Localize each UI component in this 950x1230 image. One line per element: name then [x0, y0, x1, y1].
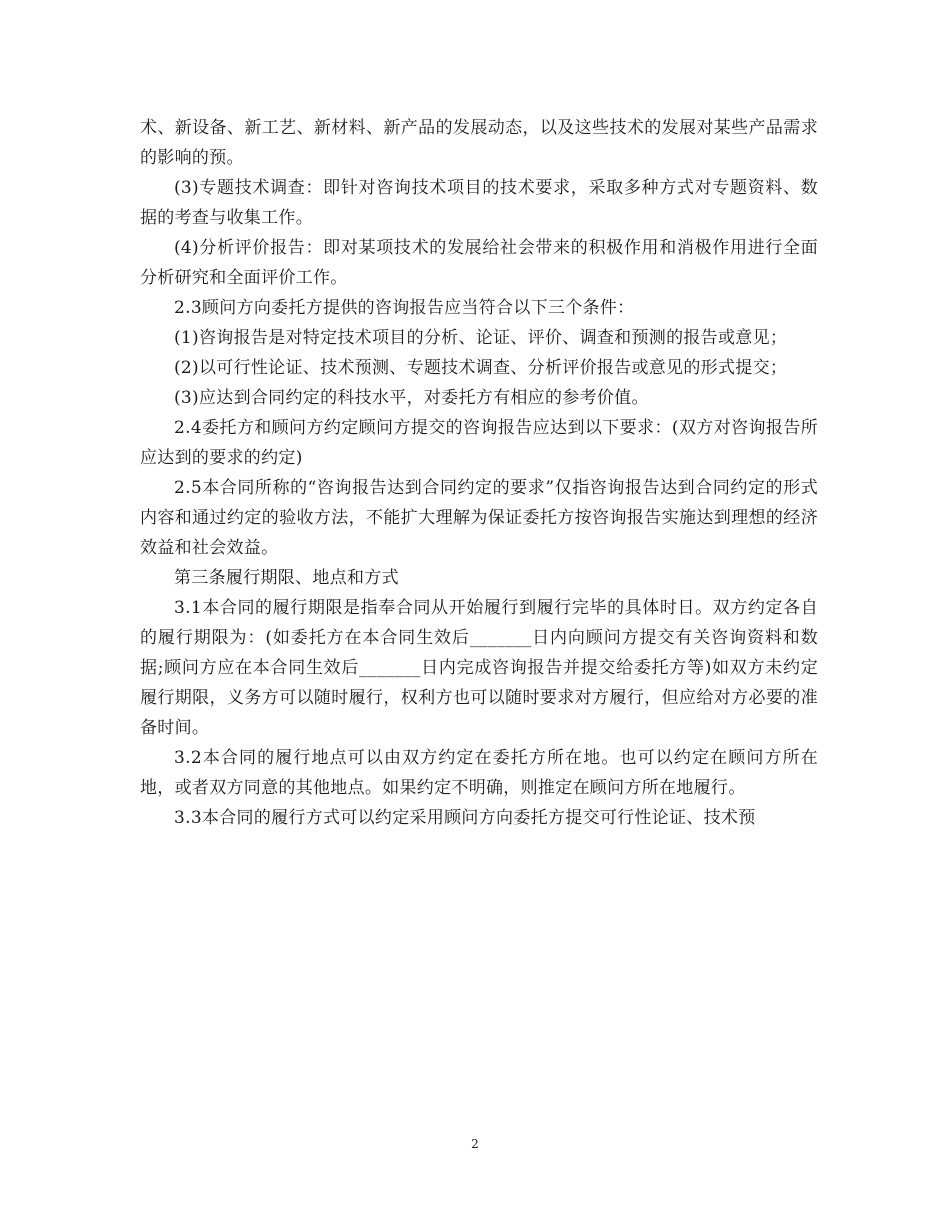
paragraph: 2.4委托方和顾问方约定顾问方提交的咨询报告应达到以下要求：(双方对咨询报告所应达到的要求的约定)	[140, 418, 818, 468]
paragraph: (3)专题技术调查：即针对咨询技术项目的技术要求，采取多种方式对专题资料、数据的考查与收集工作。	[140, 178, 818, 228]
paragraph: 3.2本合同的履行地点可以由双方约定在委托方所在地。也可以约定在顾问方所在地，或者双方同意的其他地点。如果约定不明确，则推定在顾问方所在地履行。	[140, 748, 818, 798]
document-body	[140, 113, 818, 833]
page-number: 2	[471, 1137, 479, 1151]
paragraph: 2.3顾问方向委托方提供的咨询报告应当符合以下三个条件：	[174, 298, 635, 318]
paragraph: (1)咨询报告是对特定技术项目的分析、论证、评价、调查和预测的报告或意见；	[174, 328, 788, 348]
paragraph: 3.1本合同的履行期限是指奉合同从开始履行到履行完毕的具体时日。双方约定各自的履行期限为：(如委托方在本合同生效后_______日内向顾问方提交有关咨询资料和数据;顾问方应在本合同生效后_______日内完成咨询报告并提交给委托方等)如双方未约定履行期限，义务方可以随时履行，权利方也可以随时要求对方履行，但应给对方必要的准备时间。	[140, 598, 818, 738]
paragraph: (2)以可行性论证、技术预测、专题技术调查、分析评价报告或意见的形式提交；	[174, 358, 788, 378]
paragraph: 术、新设备、新工艺、新材料、新产品的发展动态，以及这些技术的发展对某些产品需求的影响的预。	[140, 118, 818, 168]
paragraph: (3)应达到合同约定的科技水平，对委托方有相应的参考价值。	[174, 388, 649, 408]
paragraph: (4)分析评价报告：即对某项技术的发展给社会带来的积极作用和消极作用进行全面分析研究和全面评价工作。	[140, 238, 818, 288]
paragraph: 第三条履行期限、地点和方式	[174, 568, 399, 588]
paragraph: 3.3本合同的履行方式可以约定采用顾问方向委托方提交可行性论证、技术预	[174, 808, 756, 828]
paragraph: 2.5本合同所称的“咨询报告达到合同约定的要求”仅指咨询报告达到合同约定的形式内容和通过约定的验收方法，不能扩大理解为保证委托方按咨询报告实施达到理想的经济效益和社会效益。	[140, 478, 818, 558]
